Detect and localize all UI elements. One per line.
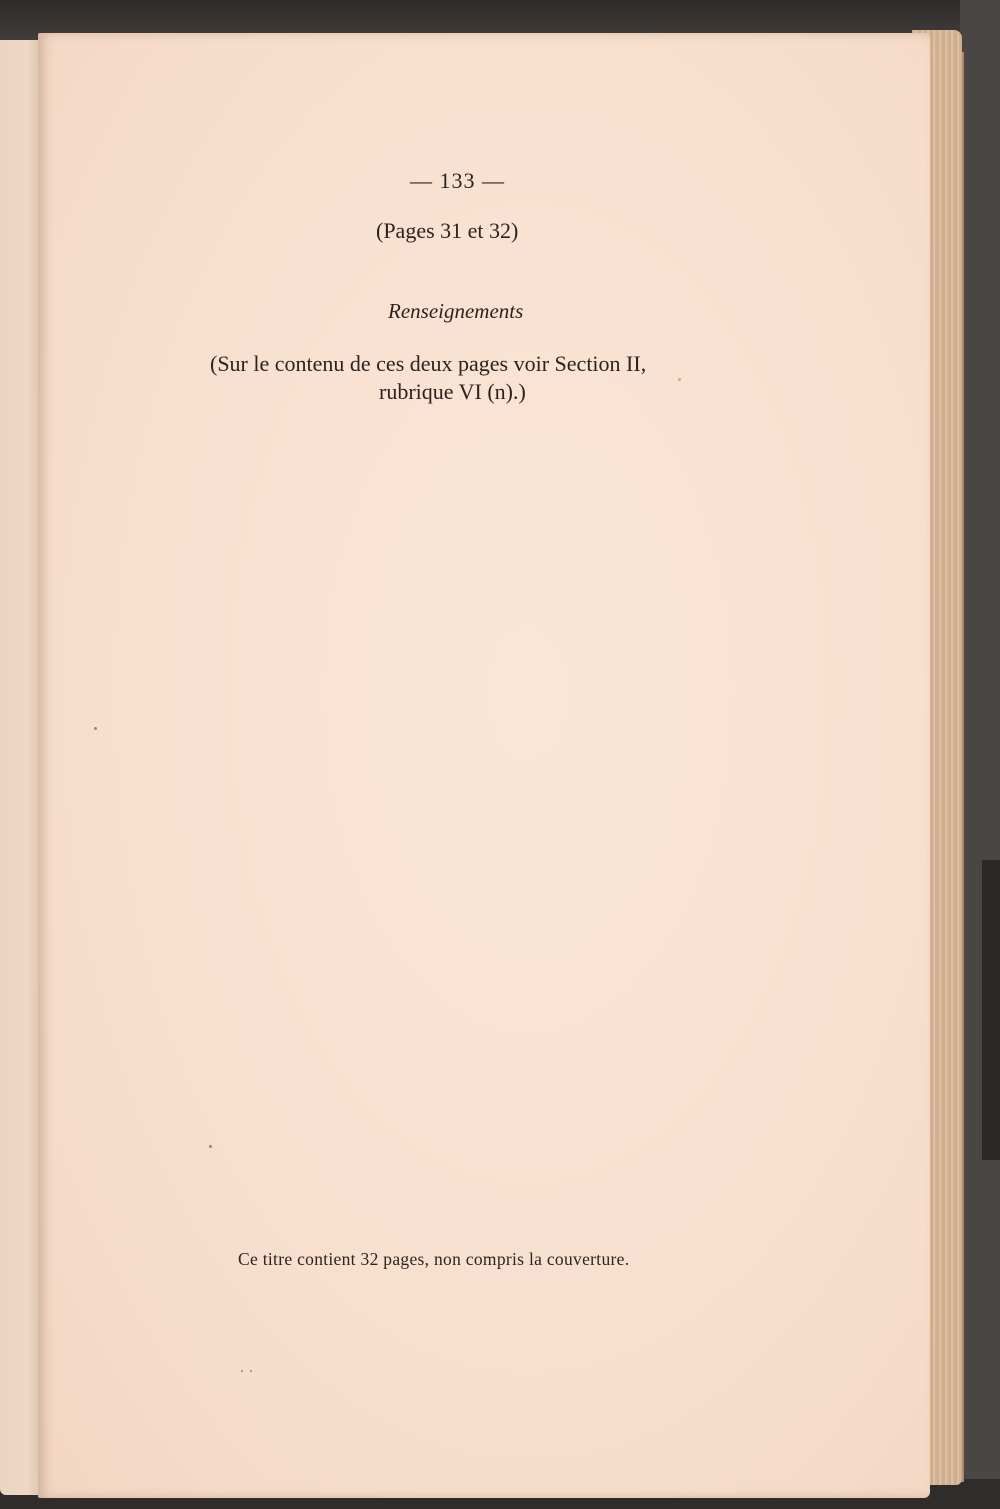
body-line-1: (Sur le contenu de ces deux pages voir Section II, xyxy=(210,351,647,376)
scan-background-right xyxy=(960,0,1000,1509)
paper-speck xyxy=(678,378,681,381)
body-line-2: rubrique VI (n).) xyxy=(379,379,526,404)
paper-speck xyxy=(250,1370,252,1372)
scan-background-strip xyxy=(982,860,1000,1160)
section-heading: Renseignements xyxy=(388,299,524,323)
paper-speck xyxy=(209,1145,212,1148)
pages-reference: (Pages 31 et 32) xyxy=(376,218,519,243)
page-number: — 133 — xyxy=(410,168,505,193)
paper-speck xyxy=(241,1370,243,1372)
paper-speck xyxy=(94,727,97,730)
book-page xyxy=(38,33,930,1498)
footer-note: Ce titre contient 32 pages, non compris la couverture. xyxy=(238,1249,630,1269)
